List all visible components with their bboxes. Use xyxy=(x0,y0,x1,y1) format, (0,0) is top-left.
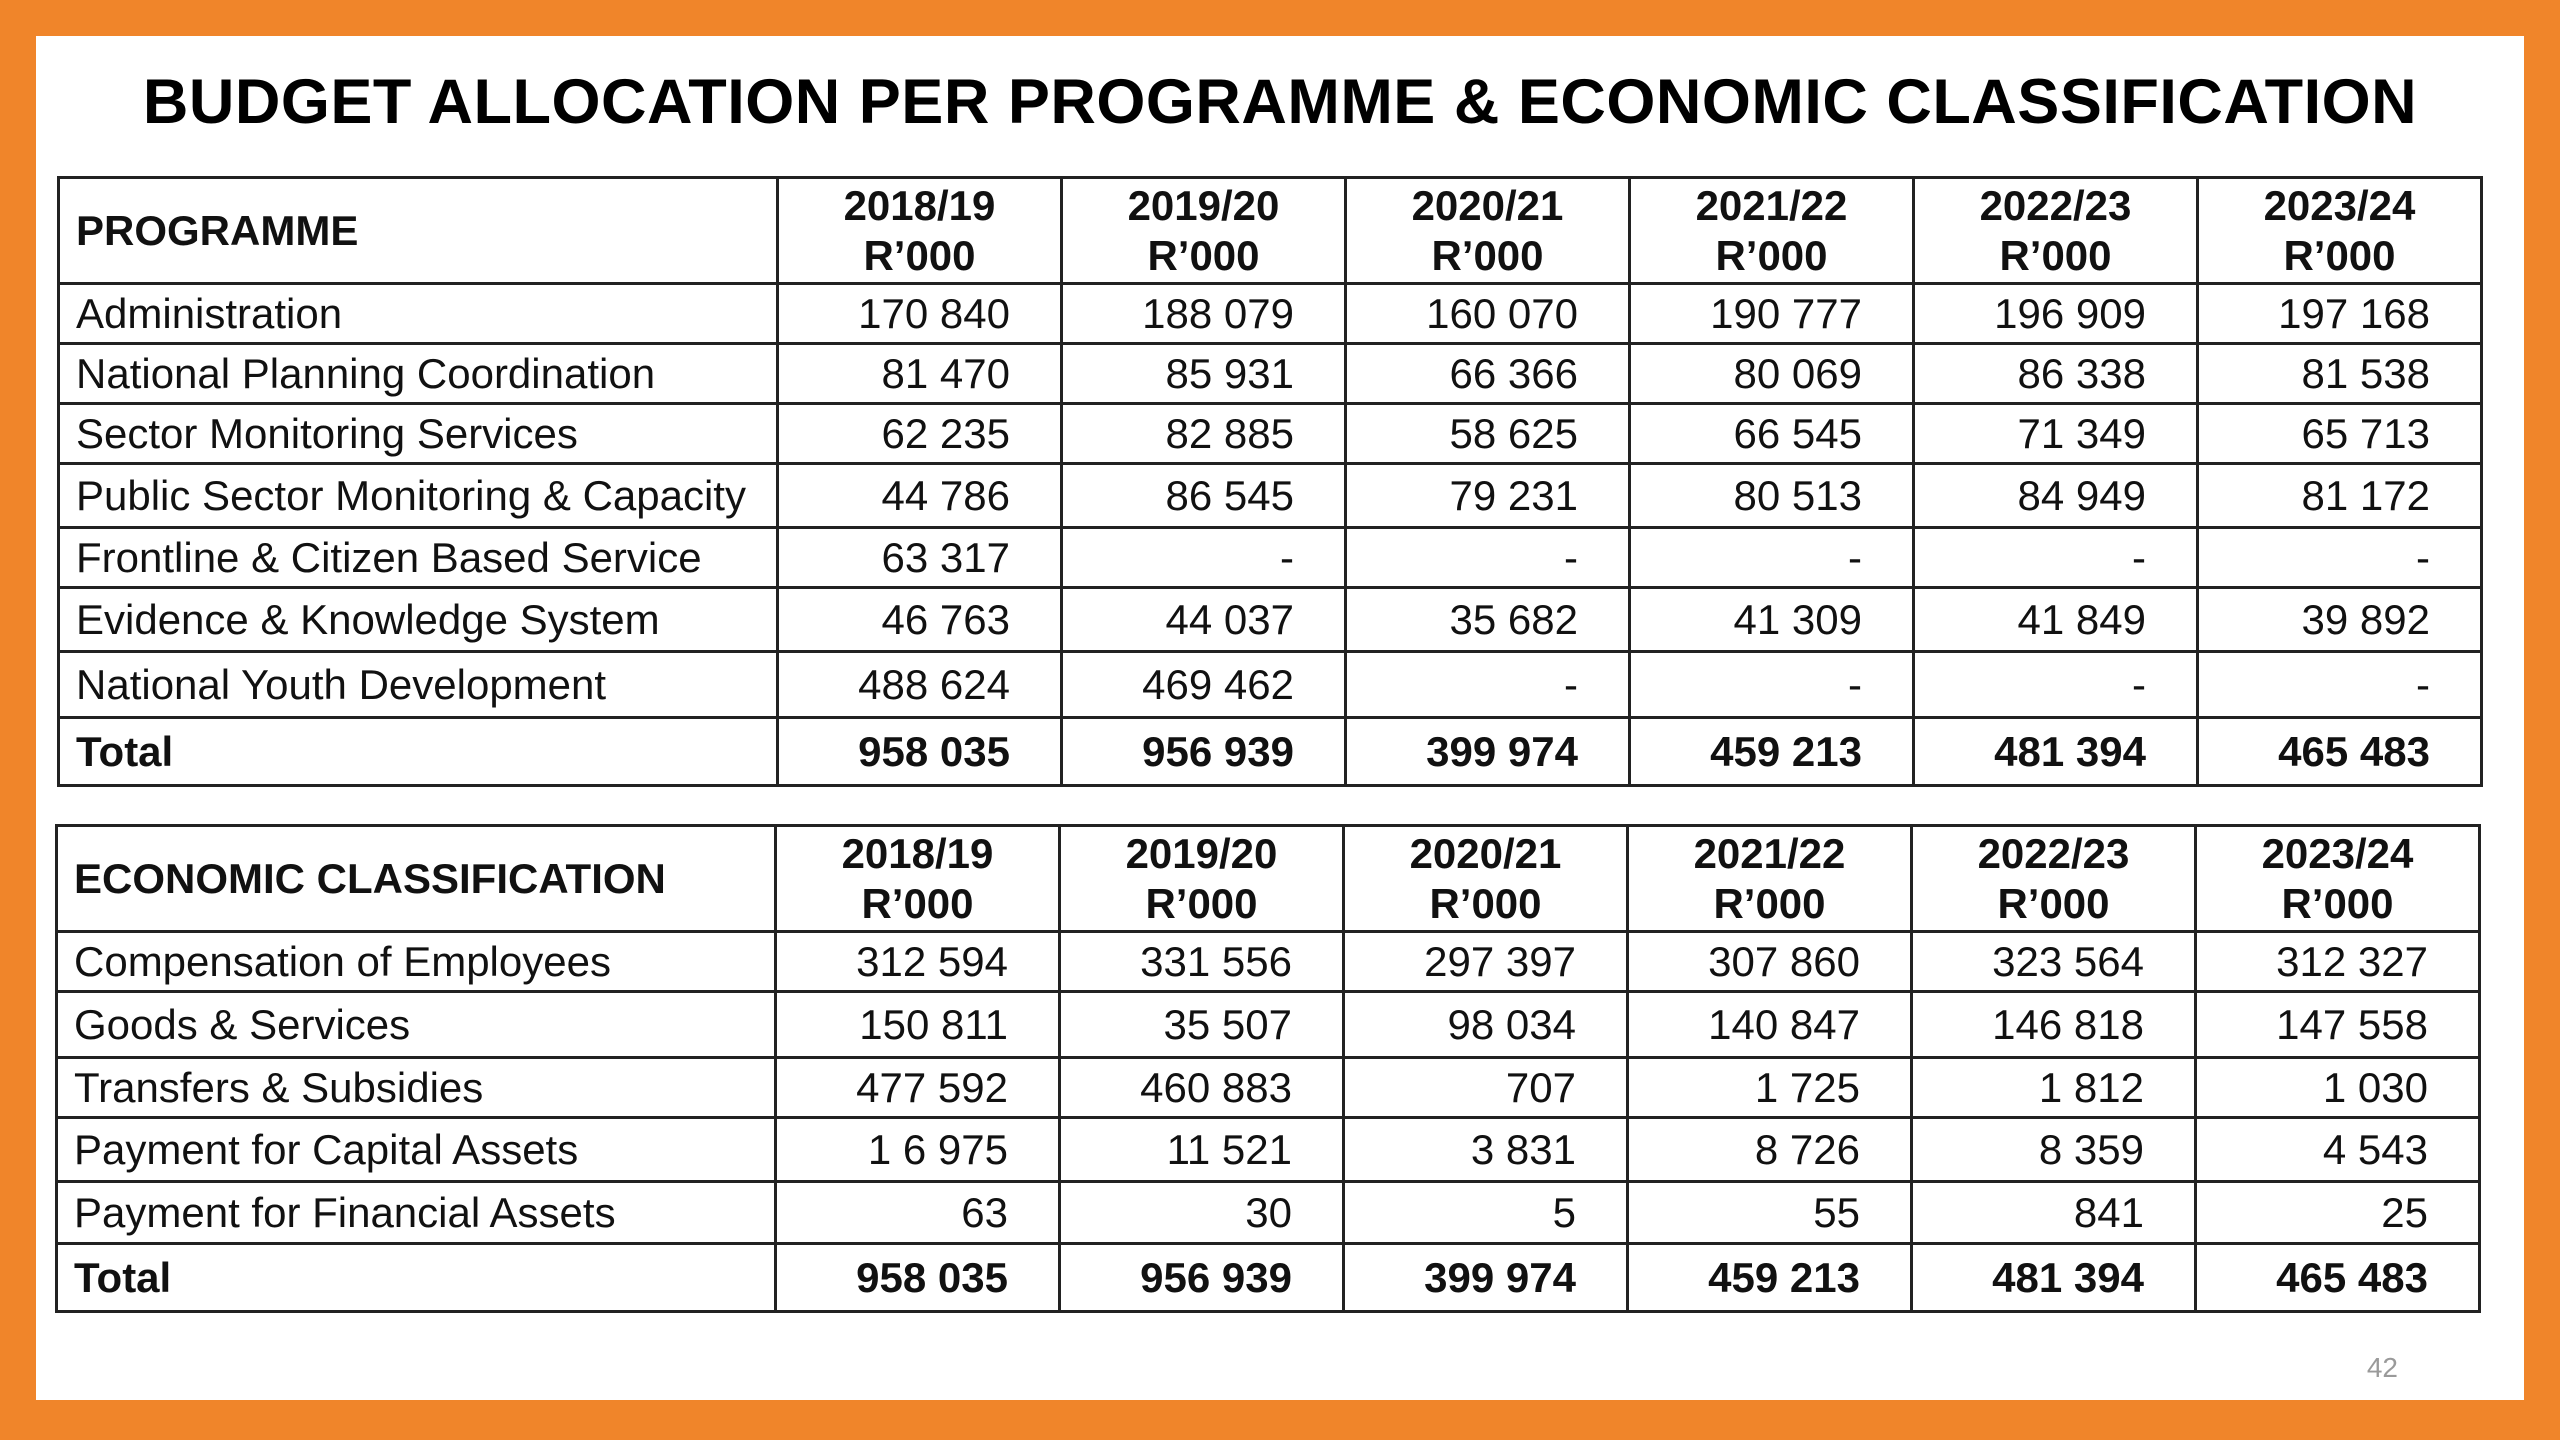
cell-value: - xyxy=(1062,528,1346,588)
cell-value: 1 725 xyxy=(1628,1058,1912,1118)
cell-value: 30 xyxy=(1060,1182,1344,1244)
cell-value: 71 349 xyxy=(1914,404,2198,464)
total-value: 465 483 xyxy=(2196,1244,2480,1312)
table-row xyxy=(59,284,2482,344)
cell-value: - xyxy=(2198,528,2482,588)
year-label: 2023/24 xyxy=(2261,829,2414,877)
slide xyxy=(36,36,2524,1400)
total-row xyxy=(59,718,2482,786)
cell-value: 80 513 xyxy=(1630,464,1914,528)
total-value: 481 394 xyxy=(1912,1244,2196,1312)
column-header-year xyxy=(1914,178,2198,284)
cell-value: 66 545 xyxy=(1630,404,1914,464)
cell-value: 8 726 xyxy=(1628,1118,1912,1182)
row-label: Compensation of Employees xyxy=(57,932,776,992)
unit-label: R’000 xyxy=(1999,231,2112,279)
year-label: 2023/24 xyxy=(2263,181,2416,229)
column-header-economic: ECONOMIC CLASSIFICATION xyxy=(57,826,776,932)
unit-label: R’000 xyxy=(1713,879,1826,927)
cell-value: - xyxy=(1914,652,2198,718)
column-header-year xyxy=(1344,826,1628,932)
cell-value: 63 317 xyxy=(778,528,1062,588)
table-row xyxy=(59,652,2482,718)
cell-value: 35 682 xyxy=(1346,588,1630,652)
cell-value: 41 309 xyxy=(1630,588,1914,652)
row-label: Frontline & Citizen Based Service xyxy=(59,528,778,588)
year-label: 2019/20 xyxy=(1125,829,1278,877)
cell-value: 79 231 xyxy=(1346,464,1630,528)
cell-value: 1 6 975 xyxy=(776,1118,1060,1182)
unit-label: R’000 xyxy=(1147,231,1260,279)
cell-value: 469 462 xyxy=(1062,652,1346,718)
column-header-year xyxy=(2198,178,2482,284)
total-value: 956 939 xyxy=(1060,1244,1344,1312)
row-label: Public Sector Monitoring & Capacity xyxy=(59,464,778,528)
cell-value: - xyxy=(1346,528,1630,588)
page-title: BUDGET ALLOCATION PER PROGRAMME & ECONOMIC CLASSIFICATION xyxy=(142,67,2418,137)
cell-value: 477 592 xyxy=(776,1058,1060,1118)
unit-label: R’000 xyxy=(1145,879,1258,927)
unit-label: R’000 xyxy=(1429,879,1542,927)
column-header-year xyxy=(1628,826,1912,932)
cell-value: 11 521 xyxy=(1060,1118,1344,1182)
unit-label: R’000 xyxy=(861,879,974,927)
table-row xyxy=(57,932,2480,992)
cell-value: 140 847 xyxy=(1628,992,1912,1058)
cell-value: 46 763 xyxy=(778,588,1062,652)
cell-value: 307 860 xyxy=(1628,932,1912,992)
cell-value: 488 624 xyxy=(778,652,1062,718)
cell-value: 150 811 xyxy=(776,992,1060,1058)
cell-value: 170 840 xyxy=(778,284,1062,344)
unit-label: R’000 xyxy=(1715,231,1828,279)
total-value: 958 035 xyxy=(778,718,1062,786)
row-label: National Youth Development xyxy=(59,652,778,718)
programme-table xyxy=(57,176,2483,787)
cell-value: 65 713 xyxy=(2198,404,2482,464)
total-row xyxy=(57,1244,2480,1312)
cell-value: 3 831 xyxy=(1344,1118,1628,1182)
year-label: 2022/23 xyxy=(1977,829,2130,877)
cell-value: 188 079 xyxy=(1062,284,1346,344)
cell-value: - xyxy=(1630,528,1914,588)
column-header-year xyxy=(1062,178,1346,284)
cell-value: 81 538 xyxy=(2198,344,2482,404)
cell-value: 55 xyxy=(1628,1182,1912,1244)
cell-value: 312 594 xyxy=(776,932,1060,992)
cell-value: 331 556 xyxy=(1060,932,1344,992)
cell-value: 86 545 xyxy=(1062,464,1346,528)
total-value: 465 483 xyxy=(2198,718,2482,786)
cell-value: 84 949 xyxy=(1914,464,2198,528)
cell-value: 146 818 xyxy=(1912,992,2196,1058)
row-label: Payment for Capital Assets xyxy=(57,1118,776,1182)
column-header-year xyxy=(2196,826,2480,932)
unit-label: R’000 xyxy=(863,231,976,279)
total-label: Total xyxy=(57,1244,776,1312)
total-label: Total xyxy=(59,718,778,786)
table-row xyxy=(59,464,2482,528)
row-label: Goods & Services xyxy=(57,992,776,1058)
cell-value: 98 034 xyxy=(1344,992,1628,1058)
total-value: 459 213 xyxy=(1628,1244,1912,1312)
cell-value: 312 327 xyxy=(2196,932,2480,992)
cell-value: - xyxy=(2198,652,2482,718)
table-row xyxy=(59,528,2482,588)
economic-classification-table xyxy=(55,824,2481,1313)
table-header-row xyxy=(57,826,2480,932)
column-header-year xyxy=(1630,178,1914,284)
table-header-row xyxy=(59,178,2482,284)
year-label: 2020/21 xyxy=(1411,181,1564,229)
cell-value: 323 564 xyxy=(1912,932,2196,992)
unit-label: R’000 xyxy=(2281,879,2394,927)
cell-value: 80 069 xyxy=(1630,344,1914,404)
cell-value: 62 235 xyxy=(778,404,1062,464)
row-label: Administration xyxy=(59,284,778,344)
cell-value: 8 359 xyxy=(1912,1118,2196,1182)
year-label: 2018/19 xyxy=(841,829,994,877)
year-label: 2021/22 xyxy=(1695,181,1848,229)
column-header-year xyxy=(778,178,1062,284)
column-header-year xyxy=(776,826,1060,932)
cell-value: 85 931 xyxy=(1062,344,1346,404)
table-row xyxy=(59,588,2482,652)
year-label: 2020/21 xyxy=(1409,829,1562,877)
cell-value: 1 812 xyxy=(1912,1058,2196,1118)
cell-value: - xyxy=(1630,652,1914,718)
cell-value: 4 543 xyxy=(2196,1118,2480,1182)
cell-value: 58 625 xyxy=(1346,404,1630,464)
total-value: 399 974 xyxy=(1346,718,1630,786)
cell-value: 1 030 xyxy=(2196,1058,2480,1118)
cell-value: - xyxy=(1914,528,2198,588)
cell-value: 841 xyxy=(1912,1182,2196,1244)
total-value: 958 035 xyxy=(776,1244,1060,1312)
row-label: Sector Monitoring Services xyxy=(59,404,778,464)
table-row xyxy=(57,1118,2480,1182)
year-label: 2022/23 xyxy=(1979,181,2132,229)
total-value: 459 213 xyxy=(1630,718,1914,786)
cell-value: 81 172 xyxy=(2198,464,2482,528)
cell-value: 63 xyxy=(776,1182,1060,1244)
cell-value: 82 885 xyxy=(1062,404,1346,464)
column-header-year xyxy=(1912,826,2196,932)
year-label: 2018/19 xyxy=(843,181,996,229)
row-label: National Planning Coordination xyxy=(59,344,778,404)
cell-value: 25 xyxy=(2196,1182,2480,1244)
cell-value: 44 786 xyxy=(778,464,1062,528)
total-value: 481 394 xyxy=(1914,718,2198,786)
cell-value: 66 366 xyxy=(1346,344,1630,404)
unit-label: R’000 xyxy=(2283,231,2396,279)
column-header-programme: PROGRAMME xyxy=(59,178,778,284)
cell-value: 81 470 xyxy=(778,344,1062,404)
unit-label: R’000 xyxy=(1431,231,1544,279)
year-label: 2019/20 xyxy=(1127,181,1280,229)
cell-value: 160 070 xyxy=(1346,284,1630,344)
row-label: Evidence & Knowledge System xyxy=(59,588,778,652)
cell-value: 190 777 xyxy=(1630,284,1914,344)
row-label: Transfers & Subsidies xyxy=(57,1058,776,1118)
cell-value: - xyxy=(1346,652,1630,718)
cell-value: 197 168 xyxy=(2198,284,2482,344)
cell-value: 707 xyxy=(1344,1058,1628,1118)
total-value: 956 939 xyxy=(1062,718,1346,786)
cell-value: 35 507 xyxy=(1060,992,1344,1058)
cell-value: 39 892 xyxy=(2198,588,2482,652)
cell-value: 44 037 xyxy=(1062,588,1346,652)
table-row xyxy=(57,1058,2480,1118)
table-row xyxy=(57,992,2480,1058)
table-row xyxy=(59,404,2482,464)
cell-value: 460 883 xyxy=(1060,1058,1344,1118)
cell-value: 297 397 xyxy=(1344,932,1628,992)
unit-label: R’000 xyxy=(1997,879,2110,927)
cell-value: 147 558 xyxy=(2196,992,2480,1058)
year-label: 2021/22 xyxy=(1693,829,1846,877)
cell-value: 41 849 xyxy=(1914,588,2198,652)
cell-value: 86 338 xyxy=(1914,344,2198,404)
cell-value: 5 xyxy=(1344,1182,1628,1244)
table-row xyxy=(57,1182,2480,1244)
cell-value: 196 909 xyxy=(1914,284,2198,344)
total-value: 399 974 xyxy=(1344,1244,1628,1312)
column-header-year xyxy=(1346,178,1630,284)
table-row xyxy=(59,344,2482,404)
page-number: 42 xyxy=(2366,1352,2398,1383)
row-label: Payment for Financial Assets xyxy=(57,1182,776,1244)
column-header-year xyxy=(1060,826,1344,932)
